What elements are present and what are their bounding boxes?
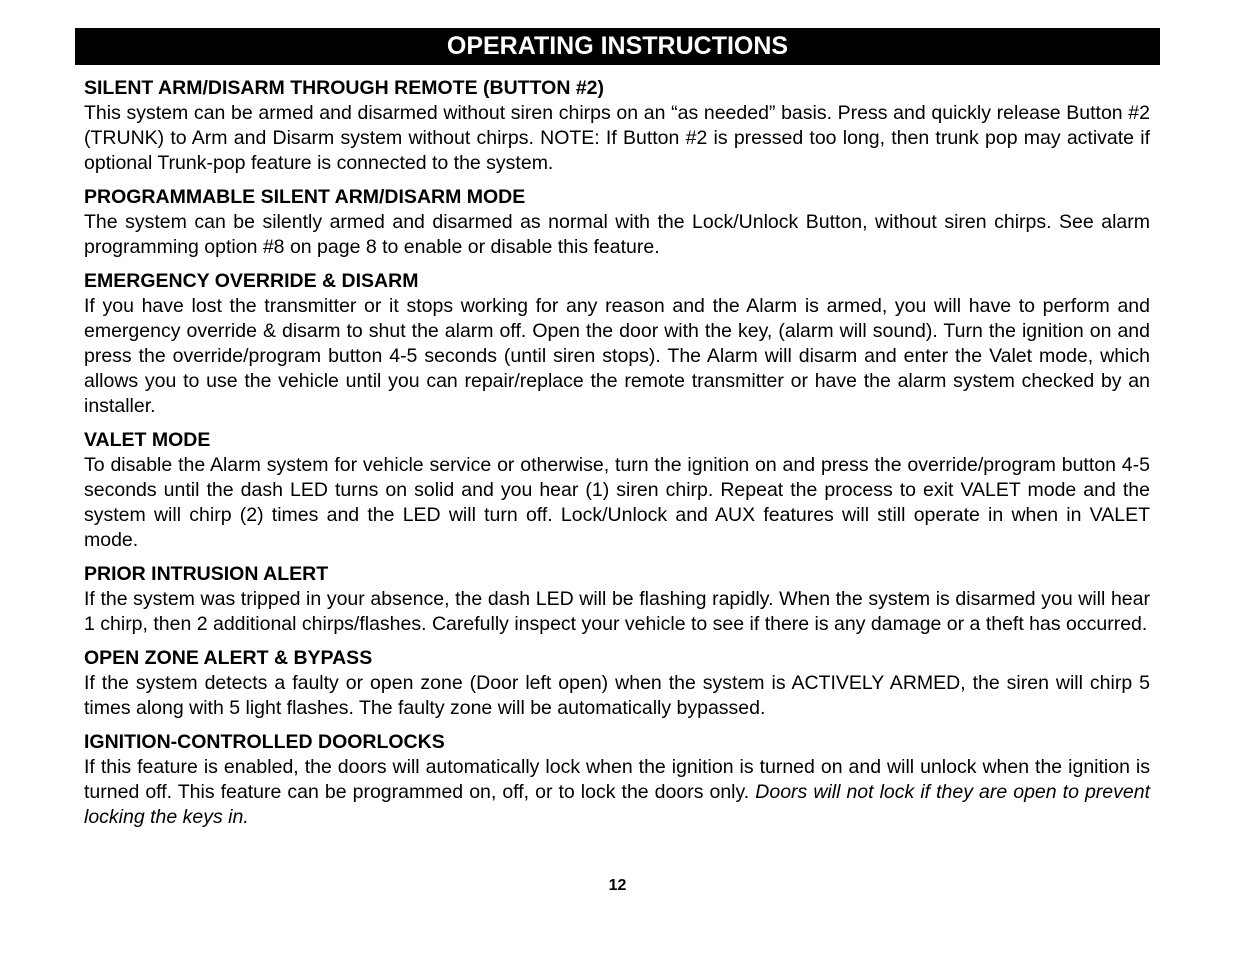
section-heading: SILENT ARM/DISARM THROUGH REMOTE (BUTTON #2) xyxy=(84,77,604,99)
section-silent-arm-remote xyxy=(84,76,1150,176)
document-body xyxy=(84,76,1150,839)
section-body-italic-note: Doors will not lock if they are open to prevent locking the keys in. xyxy=(84,781,1150,828)
section-heading: OPEN ZONE ALERT & BYPASS xyxy=(84,647,373,669)
section-open-zone-alert xyxy=(84,646,1150,721)
section-emergency-override xyxy=(84,269,1150,419)
section-body: This system can be armed and disarmed without siren chirps on an “as needed” basis. Press and quickly release Button #2 (TRUNK) to Arm and Disarm system without chirps. NOTE: If Button #2 is pressed too long, then trunk pop may activate if optional Trunk-pop feature is connected to the system. xyxy=(84,102,1150,174)
section-body-container xyxy=(84,755,1150,830)
section-body: The system can be silently armed and disarmed as normal with the Lock/Unlock Button, without siren chirps. See alarm programming option #8 on page 8 to enable or disable this feature. xyxy=(84,211,1150,258)
section-valet-mode xyxy=(84,428,1150,553)
section-body: If the system detects a faulty or open zone (Door left open) when the system is ACTIVELY ARMED, the siren will chirp 5 times along with 5 light flashes. The faulty zone will be automatically bypassed. xyxy=(84,672,1150,719)
section-ignition-doorlocks xyxy=(84,730,1150,830)
section-body: If you have lost the transmitter or it stops working for any reason and the Alarm is armed, you will have to perform and emergency override & disarm to shut the alarm off. Open the door with the key, (alarm will sound). Turn the ignition on and press the override/program button 4-5 seconds (until siren stops). The Alarm will disarm and enter the Valet mode, which allows you to use the vehicle until you can repair/replace the remote transmitter or have the alarm system checked by an installer. xyxy=(84,295,1150,417)
section-body: If the system was tripped in your absence, the dash LED will be flashing rapidly. When the system is disarmed you will hear 1 chirp, then 2 additional chirps/flashes. Carefully inspect your vehicle to see if there is any damage or a theft has occurred. xyxy=(84,588,1150,635)
section-prior-intrusion-alert xyxy=(84,562,1150,637)
section-heading: VALET MODE xyxy=(84,429,211,451)
section-body: To disable the Alarm system for vehicle service or otherwise, turn the ignition on and press the override/program button 4-5 seconds until the dash LED turns on solid and you hear (1) siren chirp. Repeat the process to exit VALET mode and the system will chirp (2) times and the LED will turn off. Lock/Unlock and AUX features will still operate in when in VALET mode. xyxy=(84,454,1150,551)
section-heading: PRIOR INTRUSION ALERT xyxy=(84,563,329,585)
section-heading: EMERGENCY OVERRIDE & DISARM xyxy=(84,270,419,292)
page-title: OPERATING INSTRUCTIONS xyxy=(75,28,1160,65)
section-programmable-silent-mode xyxy=(84,185,1150,260)
section-body: If this feature is enabled, the doors will automatically lock when the ignition is turned on and will unlock when the ignition is turned off. This feature can be programmed on, off, or to lock the doors only. xyxy=(84,756,1150,803)
section-heading: IGNITION-CONTROLLED DOORLOCKS xyxy=(84,731,445,753)
page-number: 12 xyxy=(608,877,627,894)
section-heading: PROGRAMMABLE SILENT ARM/DISARM MODE xyxy=(84,186,526,208)
